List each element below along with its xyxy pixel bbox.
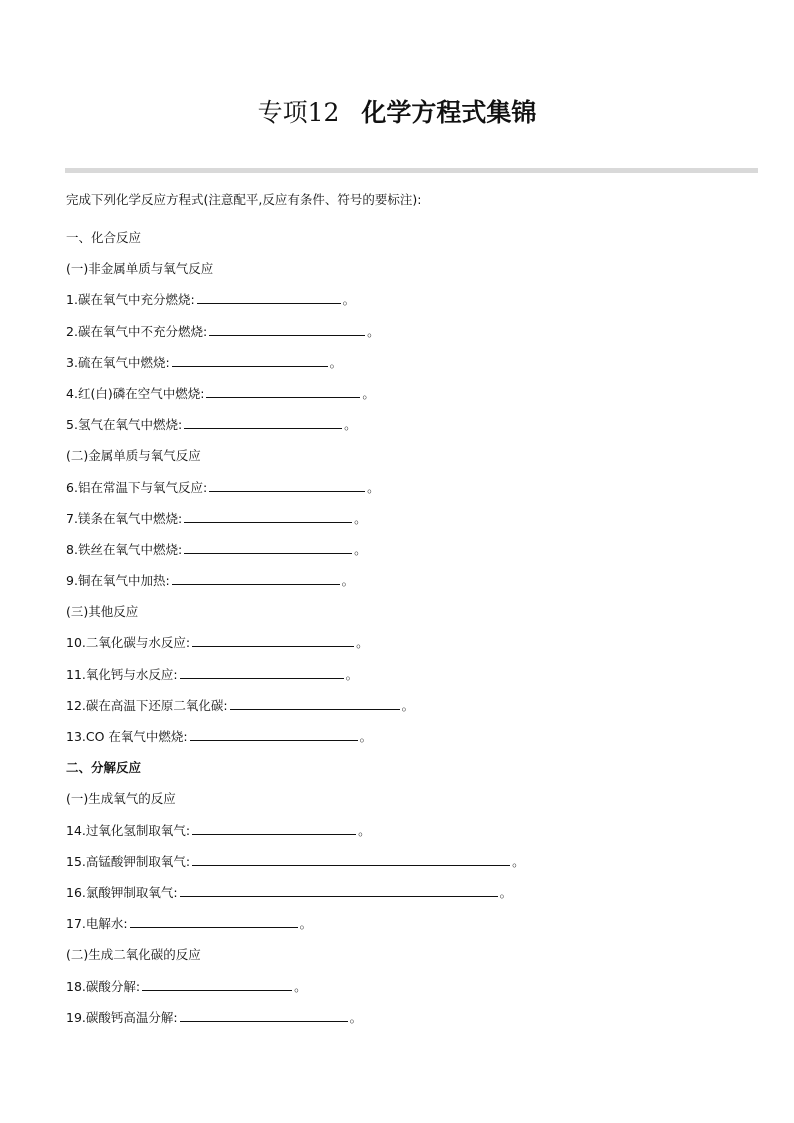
end-mark: 。 (342, 292, 356, 308)
question-item: 6.铝在常温下与氧气反应: 。 (66, 474, 756, 505)
answer-blank[interactable] (206, 381, 360, 398)
end-mark: 。 (345, 666, 359, 682)
end-mark: 。 (349, 1009, 363, 1025)
end-mark: 。 (356, 635, 369, 651)
question-item: 9.铜在氧气中加热: 。 (66, 567, 756, 598)
question-number: 1 (66, 292, 74, 308)
end-mark: 。 (354, 541, 367, 557)
question-number: 7 (66, 510, 74, 526)
question-text: 红(白)磷在空气中燃烧: (77, 385, 205, 401)
question-text: 碳酸钙高温分解: (85, 1009, 178, 1025)
question-text: 碳酸分解: (85, 978, 141, 994)
question-item: 13.CO 在氧气中燃烧: 。 (66, 723, 756, 754)
question-item: 4.红(白)磷在空气中燃烧: 。 (66, 380, 756, 411)
question-number: 19 (66, 1009, 82, 1025)
question-number: 4 (66, 385, 74, 401)
answer-blank[interactable] (142, 974, 292, 991)
title-main: 化学方程式集锦 (361, 98, 537, 127)
end-mark: 。 (359, 729, 373, 744)
answer-blank[interactable] (209, 475, 365, 492)
answer-blank[interactable] (130, 911, 298, 928)
end-mark: 。 (401, 697, 415, 713)
question-item: 2.碳在氧气中不充分燃烧: 。 (66, 318, 756, 349)
question-number: 2 (66, 323, 74, 339)
end-mark: 。 (299, 916, 313, 932)
title-divider (65, 168, 758, 173)
question-number: 15 (66, 853, 82, 869)
group-label: (一)生成氧气的反应 (66, 791, 176, 807)
question-text: 碳在高温下还原二氧化碳: (85, 697, 228, 713)
question-number: 16 (66, 884, 82, 900)
end-mark: 。 (499, 884, 513, 900)
group-label: (一)非金属单质与氧气反应 (66, 261, 214, 277)
answer-blank[interactable] (180, 1005, 348, 1022)
question-item: 18.碳酸分解: 。 (66, 973, 756, 1004)
question-number: 5 (66, 417, 74, 433)
question-text: 过氧化氢制取氧气: (85, 822, 191, 838)
end-mark: 。 (329, 354, 343, 370)
answer-blank[interactable] (197, 287, 341, 304)
question-number: 6 (66, 479, 74, 495)
answer-blank[interactable] (184, 506, 352, 523)
answer-blank[interactable] (184, 537, 352, 554)
question-item: 8.铁丝在氧气中燃烧: 。 (66, 536, 756, 567)
end-mark: 。 (362, 385, 375, 401)
worksheet-body (66, 186, 756, 1035)
title-prefix: 专项12 (257, 98, 340, 127)
question-text: CO 在氧气中燃烧: (85, 729, 188, 744)
instructions: 完成下列化学反应方程式(注意配平,反应有条件、符号的要标注): (66, 192, 422, 207)
question-text: 碳在氧气中充分燃烧: (77, 292, 195, 308)
end-mark: 。 (367, 323, 380, 339)
question-number: 13 (66, 729, 82, 744)
answer-blank[interactable] (192, 630, 354, 647)
end-mark: 。 (354, 510, 367, 526)
question-text: 镁条在氧气中燃烧: (77, 510, 183, 526)
question-number: 18 (66, 978, 82, 994)
group-label: (二)金属单质与氧气反应 (66, 448, 201, 464)
question-text: 铁丝在氧气中燃烧: (77, 541, 183, 557)
question-text: 碳在氧气中不充分燃烧: (77, 323, 208, 339)
answer-blank[interactable] (230, 693, 400, 710)
end-mark: 。 (358, 822, 371, 838)
question-number: 17 (66, 916, 82, 932)
question-item: 5.氢气在氧气中燃烧: 。 (66, 411, 756, 442)
answer-blank[interactable] (180, 662, 344, 679)
question-text: 铝在常温下与氧气反应: (77, 479, 208, 495)
end-mark: 。 (367, 479, 380, 495)
question-item: 19.碳酸钙高温分解: 。 (66, 1004, 756, 1035)
question-item: 17.电解水: 。 (66, 910, 756, 941)
end-mark: 。 (294, 978, 307, 994)
end-mark: 。 (341, 573, 355, 589)
question-number: 11 (66, 666, 82, 682)
end-mark: 。 (344, 417, 357, 433)
question-item: 12.碳在高温下还原二氧化碳: 。 (66, 692, 756, 723)
group-label: (二)生成二氧化碳的反应 (66, 947, 201, 963)
question-text: 铜在氧气中加热: (77, 573, 170, 589)
question-text: 电解水: (85, 916, 128, 932)
question-text: 氢气在氧气中燃烧: (77, 417, 183, 433)
answer-blank[interactable] (172, 350, 328, 367)
answer-blank[interactable] (180, 880, 498, 897)
question-item: 10.二氧化碳与水反应: 。 (66, 629, 756, 660)
question-item: 1.碳在氧气中充分燃烧: 。 (66, 286, 756, 317)
section-heading: 二、分解反应 (66, 760, 142, 776)
question-item: 11.氧化钙与水反应: 。 (66, 661, 756, 692)
question-item: 7.镁条在氧气中燃烧: 。 (66, 505, 756, 536)
question-text: 硫在氧气中燃烧: (77, 354, 170, 370)
question-number: 9 (66, 573, 74, 589)
end-mark: 。 (512, 853, 525, 869)
question-item: 16.氯酸钾制取氧气: 。 (66, 879, 756, 910)
answer-blank[interactable] (209, 319, 365, 336)
question-number: 12 (66, 697, 82, 713)
answer-blank[interactable] (190, 724, 358, 741)
question-text: 氯酸钾制取氧气: (85, 884, 178, 900)
answer-blank[interactable] (192, 849, 510, 866)
question-item: 14.过氧化氢制取氧气: 。 (66, 817, 756, 848)
question-number: 14 (66, 822, 82, 838)
question-number: 3 (66, 354, 74, 370)
answer-blank[interactable] (192, 818, 356, 835)
question-number: 10 (66, 635, 82, 651)
question-item: 3.硫在氧气中燃烧: 。 (66, 349, 756, 380)
question-item: 15.高锰酸钾制取氧气: 。 (66, 848, 756, 879)
question-text: 高锰酸钾制取氧气: (85, 853, 191, 869)
answer-blank[interactable] (172, 568, 340, 585)
section-heading: 一、化合反应 (66, 230, 142, 245)
answer-blank[interactable] (184, 412, 342, 429)
question-text: 二氧化碳与水反应: (85, 635, 191, 651)
question-text: 氧化钙与水反应: (85, 666, 178, 682)
group-label: (三)其他反应 (66, 604, 139, 620)
page-title (0, 95, 794, 131)
question-number: 8 (66, 541, 74, 557)
